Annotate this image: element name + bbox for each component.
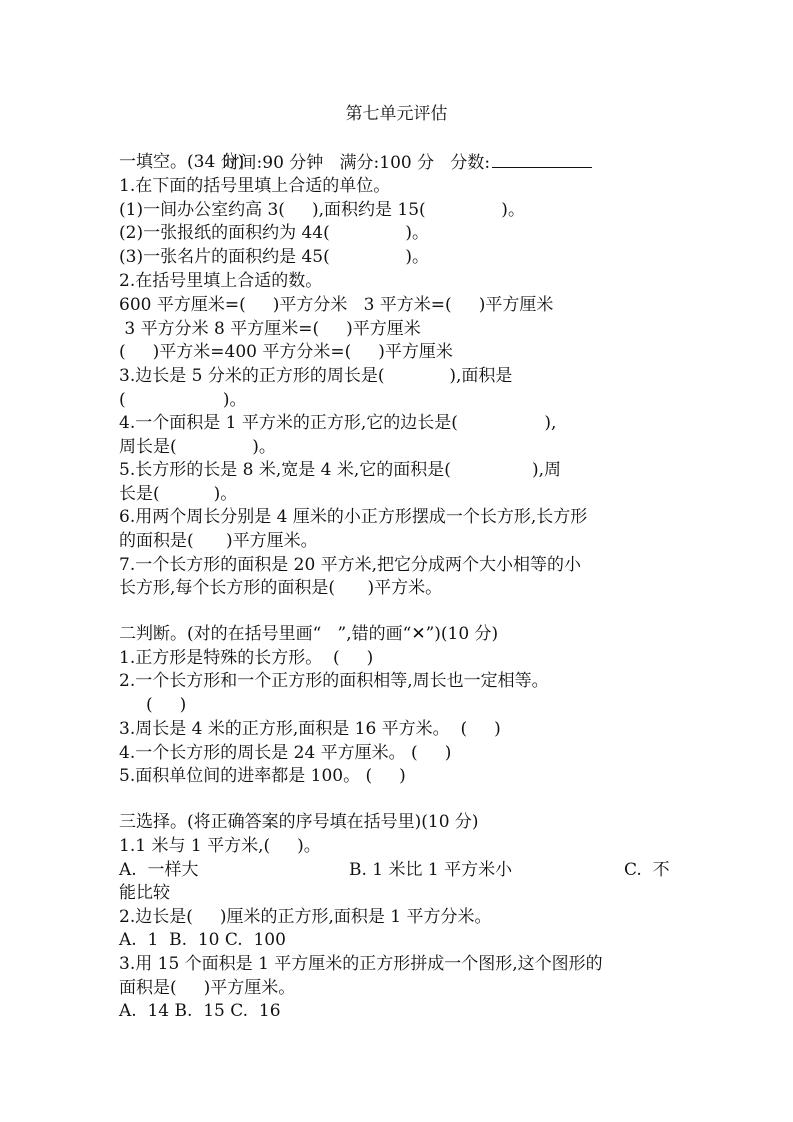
section1-line: 长是( )。 — [119, 484, 238, 504]
section3-question: 2.边长是( )厘米的正方形,面积是 1 平方分米。 — [119, 907, 492, 927]
section1-line: 2.在括号里填上合适的数。 — [119, 271, 323, 291]
section1-line: 的面积是( )平方厘米。 — [119, 531, 318, 551]
section1-line: 长方形,每个长方形的面积是( )平方米。 — [119, 578, 443, 598]
section3-question: 面积是( )平方厘米。 — [119, 978, 296, 998]
section2-line: ( ) — [119, 695, 187, 715]
full-score-label: 满分:100 分 — [339, 153, 435, 173]
section3-heading: 三选择。(将正确答案的序号填在括号里)(10 分) — [119, 812, 479, 832]
section1-line: (2)一张报纸的面积约为 44( )。 — [119, 223, 430, 243]
q3-options: A. 14 B. 15 C. 16 — [119, 1001, 281, 1021]
section1-line: 4.一个面积是 1 平方米的正方形,它的边长是( ), — [119, 413, 557, 433]
page-title: 第七单元评估 — [345, 104, 448, 124]
section2-line: 1.正方形是特殊的长方形。 ( ) — [119, 648, 374, 668]
section1-line: (1)一间办公室约高 3( ),面积约是 15( )。 — [119, 200, 525, 220]
score-label: 分数: — [450, 153, 491, 173]
score-blank[interactable] — [492, 151, 592, 168]
section1-line: ( )。 — [119, 390, 247, 410]
section1-line: 7.一个长方形的面积是 20 平方米,把它分成两个大小相等的小 — [119, 555, 582, 575]
section2-line: 5.面积单位间的进率都是 100。 ( ) — [119, 766, 406, 786]
section1-line: 1.在下面的括号里填上合适的单位。 — [119, 176, 391, 196]
time-label: 时间:90 分钟 — [222, 153, 324, 173]
option-a: A. 一样大 — [119, 860, 199, 880]
section1-line: (3)一张名片的面积约是 45( )。 — [119, 247, 430, 267]
section2-line: 2.一个长方形和一个正方形的面积相等,周长也一定相等。 — [119, 671, 549, 691]
option-c: C. 不 — [624, 860, 670, 880]
q1-options-row — [119, 859, 675, 881]
section1-heading: 一填空。(34 分) — [119, 152, 245, 172]
section2-line: 4.一个长方形的周长是 24 平方厘米。 ( ) — [119, 743, 452, 763]
section3-question: 3.用 15 个面积是 1 平方厘米的正方形拼成一个图形,这个图形的 — [119, 954, 603, 974]
section1-line: 3.边长是 5 分米的正方形的周长是( ),面积是 — [119, 366, 513, 386]
section1-line: 600 平方厘米=( )平方分米 3 平方米=( )平方厘米 — [119, 295, 554, 315]
q1-option-wrap: 能比较 — [119, 883, 170, 903]
section1-line: 周长是( )。 — [119, 437, 276, 457]
section2-heading: 二判断。(对的在括号里画“ ”,错的画“✕”)(10 分) — [119, 624, 499, 644]
q2-options: A. 1 B. 10 C. 100 — [119, 930, 286, 950]
section1-line: 6.用两个周长分别是 4 厘米的小正方形摆成一个长方形,长方形 — [119, 507, 588, 527]
section1-line: 5.长方形的长是 8 米,宽是 4 米,它的面积是( ),周 — [119, 460, 561, 480]
section1-line: ( )平方米=400 平方分米=( )平方厘米 — [119, 342, 453, 362]
section1-line: 3 平方分米 8 平方厘米=( )平方厘米 — [119, 319, 421, 339]
section2-line: 3.周长是 4 米的正方形,面积是 16 平方米。 ( ) — [119, 719, 501, 739]
section3-question: 1.1 米与 1 平方米,( )。 — [119, 836, 321, 856]
option-b: B. 1 米比 1 平方米小 — [349, 860, 513, 880]
